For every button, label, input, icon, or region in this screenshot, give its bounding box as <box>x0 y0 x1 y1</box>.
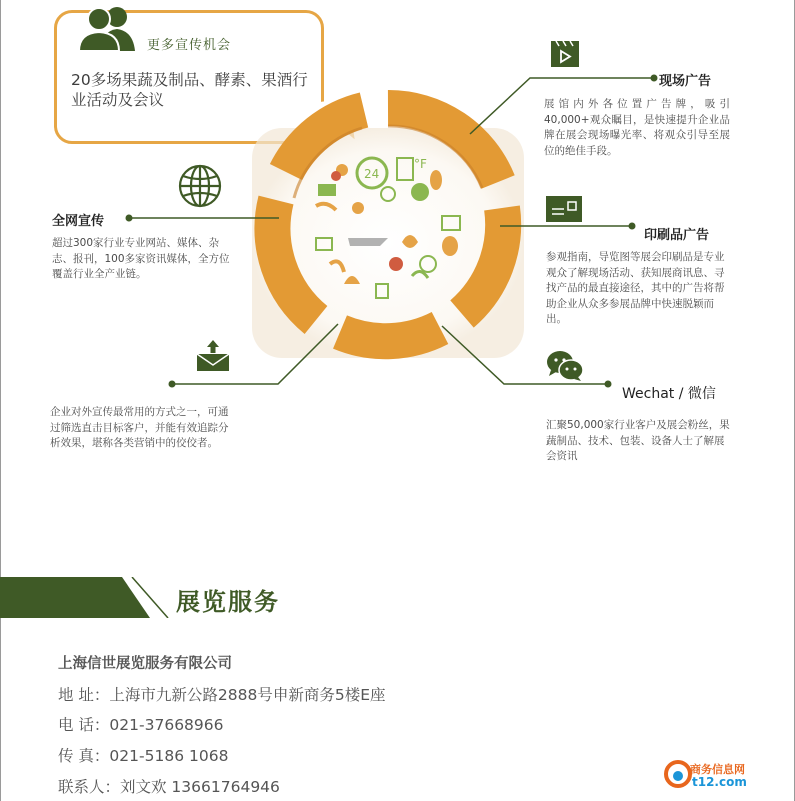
site-logo[interactable] <box>664 760 764 790</box>
company-name: 上海信世展览服务有限公司 <box>58 656 232 672</box>
wechat-title: Wechat / 微信 <box>622 386 716 402</box>
fax-line: 传 真：021-5186 1068 <box>58 747 229 765</box>
wechat-text: 汇聚50,000家行业客户及展会粉丝，果蔬制品、技术、包装、设备人士了解展会资讯 <box>546 419 730 462</box>
bubble-text: 20多场果蔬及制品、酵素、果酒行业活动及会议 <box>71 71 308 109</box>
badge-f: °F <box>414 157 427 171</box>
print-connector <box>496 220 638 232</box>
wechat-connector <box>436 320 616 390</box>
badge-24: 24 <box>364 167 380 181</box>
logo-mark-icon <box>664 760 692 788</box>
address-line: 地 址：上海市九新公路2888号申新商务5楼E座 <box>58 686 386 704</box>
globe-icon <box>178 164 222 208</box>
online-connector <box>124 212 284 224</box>
service-title: 展览服务 <box>176 588 280 616</box>
online-promo-title: 全网宣传 <box>52 214 105 229</box>
email-connector <box>166 318 346 390</box>
page-border-left <box>0 0 1 801</box>
phone-line: 电 话：021-37668966 <box>58 716 224 734</box>
bubble-title: 更多宣传机会 <box>147 38 232 53</box>
onsite-ad-text: 展馆内外各位置广告牌，吸引40,000+观众瞩目，是快速提升企业品牌在展会现场曝光率、将观众引导至展位的绝佳手段。 <box>544 98 730 157</box>
print-ad-text: 参观指南，导览图等展会印刷品是专业观众了解现场活动、获知展商讯息、寻找产品的最直接途径，其中的广告将帮助企业从众多参展品牌中快速脱颖而出。 <box>546 251 725 325</box>
contact-line: 联系人：刘文欢 13661764946 <box>58 778 280 796</box>
logo-text-cn: 商务信息网 <box>690 763 745 776</box>
video-clapper-icon <box>550 40 580 68</box>
people-icon <box>77 5 139 51</box>
print-card-icon <box>546 196 582 222</box>
logo-text-domain: t12.com <box>692 775 747 789</box>
print-ad-title: 印刷品广告 <box>644 228 710 243</box>
online-promo-text: 超过300家行业专业网站、媒体、杂志、报刊，100多家资讯媒体，全方位覆盖行业全产业链。 <box>52 237 230 280</box>
onsite-ad-title: 现场广告 <box>659 74 712 89</box>
service-header-band <box>0 577 170 618</box>
email-marketing-text: 企业对外宣传最常用的方式之一，可通过筛选直击目标客户，并能有效追踪分析效果，堪称各类营销中的佼佼者。 <box>50 406 229 449</box>
